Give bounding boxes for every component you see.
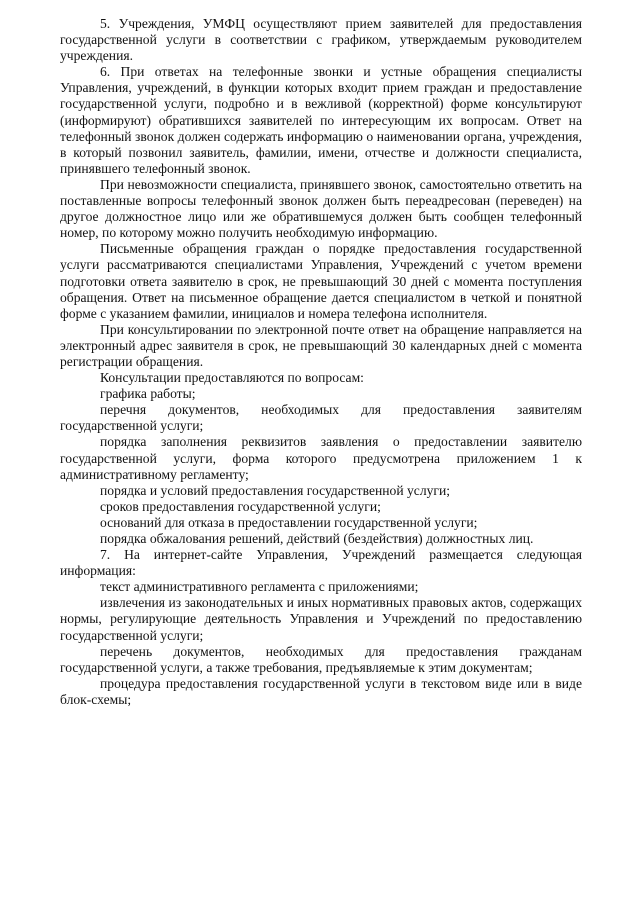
paragraph-17: перечень документов, необходимых для предоставления гражданам государственной услуги, а также требования, предъявляемые к этим документам; bbox=[60, 643, 582, 675]
paragraph-4: Письменные обращения граждан о порядке предоставления государственной услуги рассматриваются специалистами Управления, Учреждений с учетом времени подготовки ответа заявителю в срок, не превышающий 30 дней с момента поступления обращения. Ответ на письменное обращение дается специалистом в четкой и понятной форме с указанием фамилии, инициалов и номера телефона исполнителя. bbox=[60, 241, 582, 321]
document-body bbox=[60, 16, 582, 708]
paragraph-8: перечня документов, необходимых для предоставления заявителям государственной услуги; bbox=[60, 402, 582, 434]
paragraph-12: оснований для отказа в предоставлении государственной услуги; bbox=[100, 514, 478, 530]
paragraph-2: 6. При ответах на телефонные звонки и устные обращения специалисты Управления, учреждений, в функции которых входит прием граждан и предоставление государственной услуги, подробно и в вежливой (корректной) форме консультируют (информируют) обратившихся заявителей по интересующим их вопросам. Ответ на телефонный звонок должен содержать информацию о наименовании органа, учреждения, в который позвонил заявитель, фамилии, имени, отчестве и должности специалиста, принявшего телефонный звонок. bbox=[60, 64, 582, 176]
paragraph-3: При невозможности специалиста, принявшего звонок, самостоятельно ответить на поставленные вопросы телефонный звонок должен быть переадресован (переведен) на другое должностное лицо или же обратившемуся должен быть сообщен телефонный номер, по которому можно получить необходимую информацию. bbox=[60, 176, 582, 241]
paragraph-11: сроков предоставления государственной услуги; bbox=[100, 498, 381, 514]
paragraph-18: процедура предоставления государственной услуги в текстовом виде или в виде блок-схемы; bbox=[60, 675, 582, 707]
paragraph-6: Консультации предоставляются по вопросам: bbox=[100, 370, 364, 386]
paragraph-14: 7. На интернет-сайте Управления, Учреждений размещается следующая информация: bbox=[60, 547, 582, 579]
paragraph-5: При консультировании по электронной почте ответ на обращение направляется на электронный адрес заявителя в срок, не превышающий 30 календарных дней с момента регистрации обращения. bbox=[60, 321, 582, 369]
paragraph-1: 5. Учреждения, УМФЦ осуществляют прием заявителей для предоставления государственной услуги в соответствии с графиком, утверждаемым руководителем учреждения. bbox=[60, 16, 582, 64]
paragraph-13: порядка обжалования решений, действий (бездействия) должностных лиц. bbox=[100, 531, 534, 546]
paragraph-7: графика работы; bbox=[100, 386, 196, 402]
paragraph-16: извлечения из законодательных и иных нормативных правовых актов, содержащих нормы, регулирующие деятельность Управления и Учреждений по предоставлению государственной услуги; bbox=[60, 595, 582, 643]
paragraph-9: порядка заполнения реквизитов заявления о предоставлении заявителю государственной услуги, форма которого предусмотрена приложением 1 к административному регламенту; bbox=[60, 434, 582, 482]
paragraph-15: текст административного регламента с приложениями; bbox=[100, 579, 419, 595]
paragraph-10: порядка и условий предоставления государственной услуги; bbox=[100, 482, 451, 498]
